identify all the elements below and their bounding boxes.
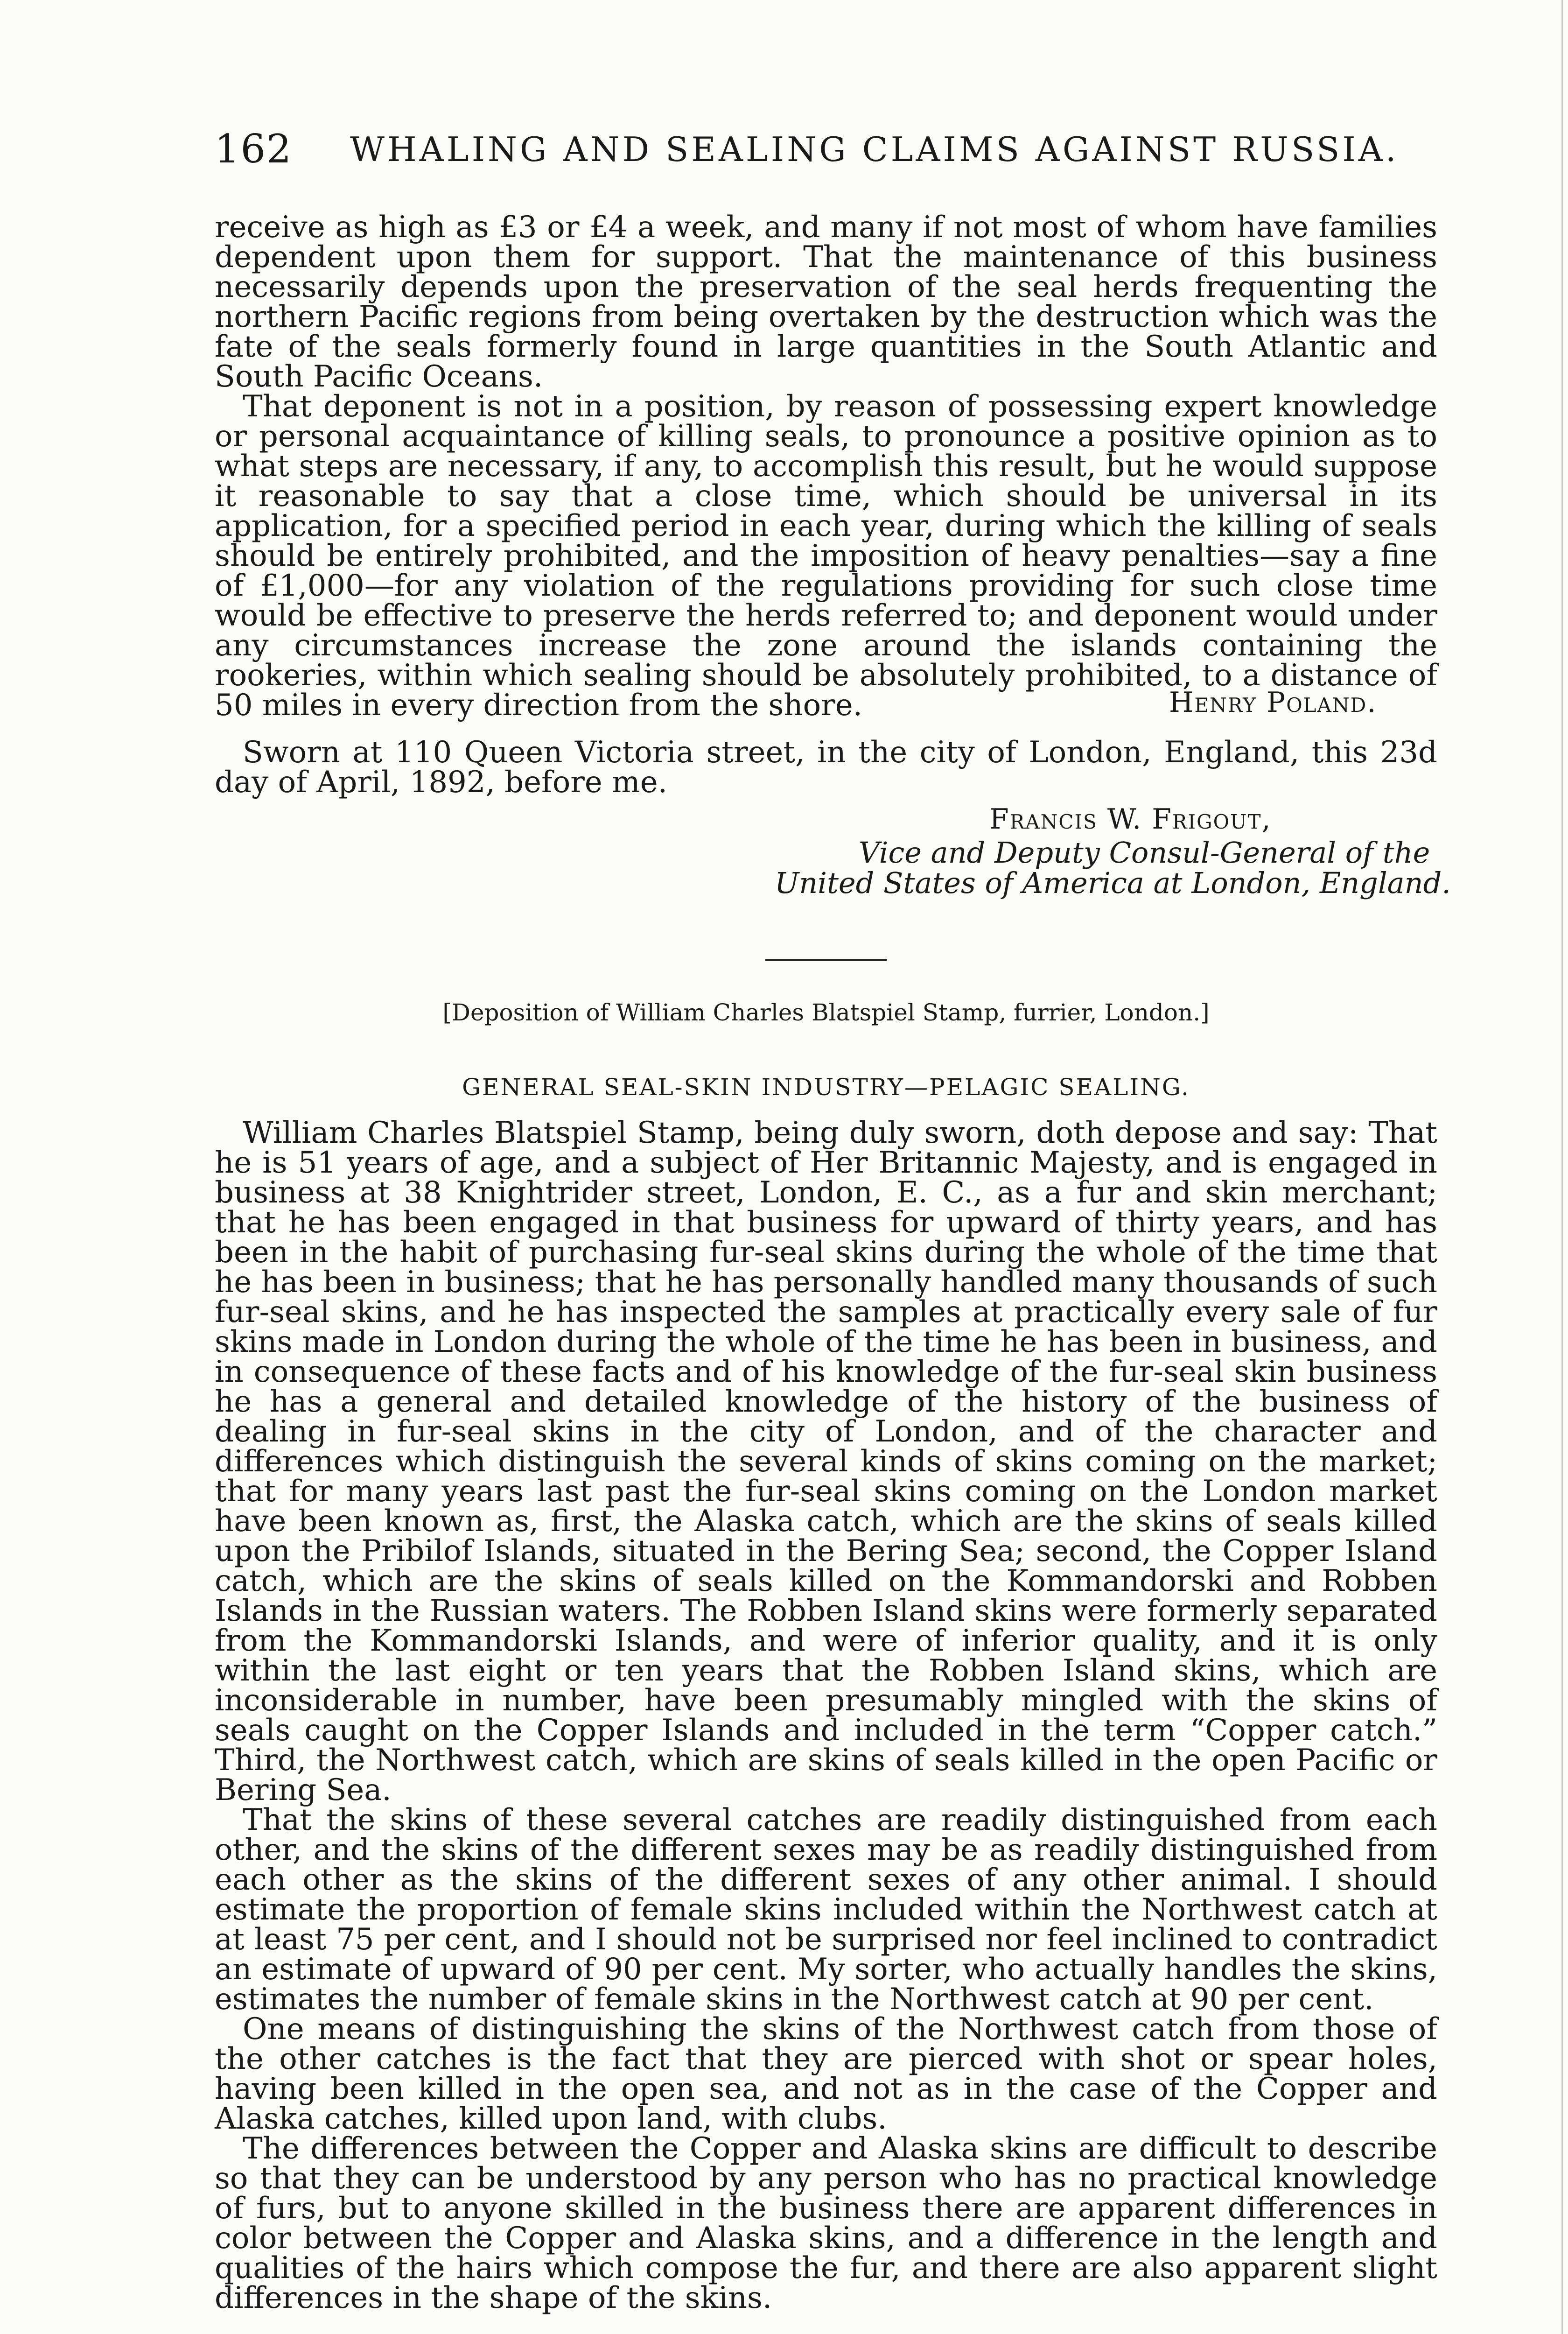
paragraph-stamp-deposition: William Charles Blatspiel Stamp, being duly sworn, doth depose and say: That he is 51 years of age, and a subject of Her Britannic Majesty, and is engaged in business at 38 Knightrider street, London, E. C., as a fur and skin merchant; that he has been engaged in that business for upward of thirty years, and has been in the habit of purchasing fur-seal skins during the whole of the time that he has been in business; that he has personally handled many thousands of such fur-seal skins, and he has inspected the samples at practically every sale of fur skins made in London during the whole of the time he has been in business, and in consequence of these facts and of his knowledge of the fur-seal skin business he has a general and detailed knowledge of the history of the business of dealing in fur-seal skins in the city of London, and of the character and differences which distinguish the several kinds of skins coming on the market; that for many years last past the fur-seal skins coming on the London market have been known as, first, the Alaska catch, which are the skins of seals killed upon the Pribilof Islands, situated in the Bering Sea; second, the Copper Island catch, which are the skins of seals killed on the Kommandorski and Robben Islands in the Russian waters. The Robben Island skins were formerly separated from the Kommandorski Islands, and were of inferior quality, and it is only within the last eight or ten years that the Robben Island skins, which are inconsiderable in number, have been presumably mingled with the skins of seals caught on the Copper Islands and included in the term “Copper catch.” Third, the Northwest catch, which are skins of seals killed in the open Pacific or Bering Sea. (215, 1116, 1437, 1807)
section-subheading: GENERAL SEAL-SKIN INDUSTRY—PELAGIC SEALING. (462, 1074, 1190, 1101)
paragraph-copper-alaska-differences: The differences between the Copper and Alaska skins are difficult to describe so that they can be understood by any person who has no practical knowledge of furs, but to anyone skilled in the business there are apparent differences in color between the Copper and Alaska skins, and a difference in the length and qualities of the hairs which compose the fur, and there are also apparent slight differences in the shape of the skins. (215, 2131, 1437, 2315)
page-number: 162 (215, 126, 293, 172)
section-1-body (215, 210, 1437, 723)
sworn-statement (215, 735, 1437, 800)
notary-title-line-2: United States of America at London, England. (775, 866, 1451, 900)
running-title: WHALING AND SEALING CLAIMS AGAINST RUSSIA. (350, 130, 1399, 169)
running-header (215, 126, 1437, 177)
paragraph-sworn: Sworn at 110 Queen Victoria street, in the city of London, England, this 23d day of April, 1892, before me. (215, 735, 1437, 800)
notary-title-line-1: Vice and Deputy Consul-General of the (859, 836, 1430, 870)
scan-edge-line (1561, 0, 1563, 2334)
signature-henry-poland: Henry Poland. (1169, 686, 1377, 719)
section-divider (765, 959, 887, 961)
notary-name: Francis W. Frigout, (989, 803, 1272, 836)
section-2-body (215, 1118, 1437, 2313)
deposition-caption: [Deposition of William Charles Blatspiel Stamp, furrier, London.] (442, 999, 1210, 1026)
paragraph-deponent-opinion: That deponent is not in a position, by reason of possessing expert knowledge or personal acquaintance of killing seals, to pronounce a positive opinion as to what steps are necessary, if any, to accomplish this result, but he would suppose it reasonable to say that a close time, which should be universal in its application, for a specified period in each year, during which the killing of seals should be entirely prohibited, and the imposition of heavy penalties—say a fine of £1,000—for any violation of the regulations providing for such close time would be effective to preserve the herds referred to; and deponent would under any circumstances increase the zone around the islands containing the rookeries, within which sealing should be absolutely prohibited, to a distance of 50 miles in every direction from the shore. (215, 389, 1437, 723)
paragraph-continuation: receive as high as £3 or £4 a week, and many if not most of whom have families dependent upon them for support. That the maintenance of this business necessarily depends upon the preservation of the seal herds frequenting the northern Pacific regions from being overtaken by the destruction which was the fate of the seals formerly found in large quantities in the South Atlantic and South Pacific Oceans. (215, 210, 1437, 394)
paragraph-shot-spear-holes: One means of distinguishing the skins of the Northwest catch from those of the other catches is the fact that they are pierced with shot or spear holes, having been killed in the open sea, and not as in the case of the Copper and Alaska catches, killed upon land, with clubs. (215, 2012, 1437, 2136)
paragraph-catches-distinguished: That the skins of these several catches are readily distinguished from each other, and the skins of the different sexes may be as readily distinguished from each other as the skins of the different sexes of any other animal. I should estimate the proportion of female skins included within the Northwest catch at at least 75 per cent, and I should not be surprised nor feel inclined to contradict an estimate of upward of 90 per cent. My sorter, who actually handles the skins, estimates the number of female skins in the Northwest catch at 90 per cent. (215, 1803, 1437, 2017)
